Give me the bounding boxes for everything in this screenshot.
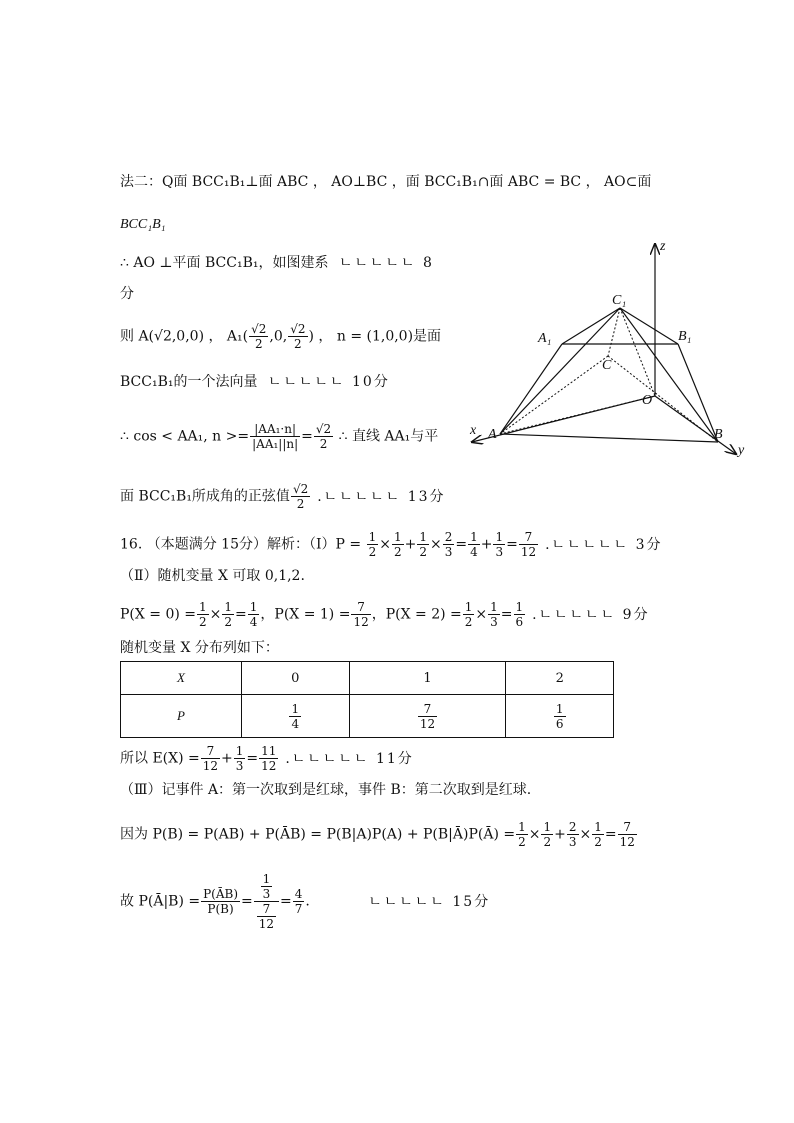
q16-part3: （Ⅲ）记事件 A：第一次取到是红球，事件 B：第二次取到是红球.: [120, 782, 532, 798]
label-c: C: [602, 358, 612, 373]
method2-line8: [120, 482, 452, 511]
dist-title: 随机变量 X 分布列如下：: [120, 640, 279, 656]
score-mark-11: .ㄴㄴㄴㄴㄴ 11分: [285, 750, 414, 767]
label-a: A: [488, 427, 497, 442]
method2-line1: 法二：Q面 BCC₁B₁⊥面 ABC ， AO⊥BC ，面 BCC₁B₁∩面 ABC = BC ， AO⊂面: [120, 174, 652, 190]
frac-sqrt2-half-2: $\frac{√2}{2}$: [290, 322, 306, 351]
q16-part1: 16. （本题满分 15分）解析：（Ⅰ）P = $\frac{1}{2}$ × $\frac{1}{2}$ + $\frac{1}{2}$ × $\frac{2}{3}$ = $\frac{1}{4}$ + $\frac{1}{3}$ = $\frac{7}{12}$ .ㄴㄴㄴㄴㄴ 3分: [120, 530, 663, 559]
line6-text: BCC₁B₁的一个法向量: [120, 374, 258, 390]
y-axis: [655, 396, 736, 454]
label-z: z: [660, 239, 666, 254]
score-mark-13: .ㄴㄴㄴㄴㄴ 13分: [317, 488, 446, 505]
cos-text: ∴ cos < AA₁, n >=: [120, 428, 250, 445]
label-y: y: [738, 443, 745, 458]
method2-line3: [120, 253, 440, 273]
line7-tail: ∴ 直线 AA₁与平: [338, 428, 439, 445]
method2-line6: [120, 372, 396, 392]
method2-line4: 分: [120, 286, 134, 302]
score-mark-9: .ㄴㄴㄴㄴㄴ 9分: [532, 606, 650, 623]
frac-sine: $\frac{√2}{2}$: [292, 482, 309, 511]
score-mark-8: ㄴㄴㄴㄴㄴ 8: [338, 255, 434, 271]
conditional-line: 故 P(Ā|B) = $\frac{P(ĀB)}{P(B)}$ = $\frac{\frac{1}{3}}{\frac{7}{12}}$ = $\frac{4}{7}$ . ㄴㄴㄴㄴㄴ 15分: [120, 872, 491, 931]
label-o: O: [642, 393, 653, 408]
score-mark-10: ㄴㄴㄴㄴㄴ 10分: [267, 374, 390, 390]
score-mark-15: ㄴㄴㄴㄴㄴ 15分: [368, 893, 491, 910]
label-b1: B₁: [678, 329, 692, 344]
method2-line2: BCC₁B₁: [120, 217, 166, 232]
method2-line7: [120, 422, 438, 451]
label-b: B: [714, 427, 723, 442]
method2-line5: [120, 322, 441, 351]
score-mark-3: .ㄴㄴㄴㄴㄴ 3分: [545, 536, 663, 553]
coord-a: 则 A(√2,0,0) ， A₁(: [120, 328, 249, 345]
distribution-table: [120, 661, 614, 738]
coord-mid: ,0,: [269, 328, 288, 345]
frac-sqrt2-half-1: $\frac{√2}{2}$: [251, 322, 267, 351]
table-row: X 0 1 2: [121, 662, 614, 695]
frac-cos-result: $\frac{√2}{2}$: [315, 422, 332, 451]
pb-line: 因为 P(B) = P(AB) + P(ĀB) = P(B|A)P(A) + P(B|Ā)P(Ā) = $\frac{1}{2}$ × $\frac{1}{2}$ + $\frac{2}{3}$ × $\frac{1}{2}$ = $\frac{7}{12}$: [120, 820, 635, 849]
label-x: x: [470, 423, 477, 438]
line3-text: ∴ AO ⊥平面 BCC₁B₁，如图建系: [120, 255, 329, 271]
normal-vector: ) ， n = (1,0,0)是面: [308, 328, 442, 345]
label-a1: A₁: [538, 331, 552, 346]
coordinate-figure: [460, 236, 760, 466]
expectation-line: 所以 E(X) = $\frac{7}{12}$ + $\frac{1}{3}$ = $\frac{11}{12}$ .ㄴㄴㄴㄴㄴ 11分: [120, 744, 414, 773]
cos-eq: =: [301, 428, 313, 445]
frac-cos: $\frac{\text{|AA₁·n|}}{\text{|AA₁||n|}}$: [252, 422, 299, 451]
q16-head: 16. （本题满分 15分）解析：（Ⅰ）P =: [120, 536, 362, 553]
label-c1: C₁: [612, 293, 627, 308]
table-row: P $\frac{1}{4}$ $\frac{7}{12}$ $\frac{1}{6}$: [121, 695, 614, 738]
q16-px-line: P(X = 0) = $\frac{1}{2}$ × $\frac{1}{2}$ = $\frac{1}{4}$ ，P(X = 1) = $\frac{7}{12}$ ，P(X = 2) = $\frac{1}{2}$ × $\frac{1}{3}$ = $\frac{1}{6}$ .ㄴㄴㄴㄴㄴ 9分: [120, 600, 650, 629]
q16-part2: （Ⅱ）随机变量 X 可取 0,1,2.: [120, 568, 305, 584]
x-axis: [472, 396, 655, 442]
line8-text: 面 BCC₁B₁所成角的正弦值: [120, 488, 290, 505]
